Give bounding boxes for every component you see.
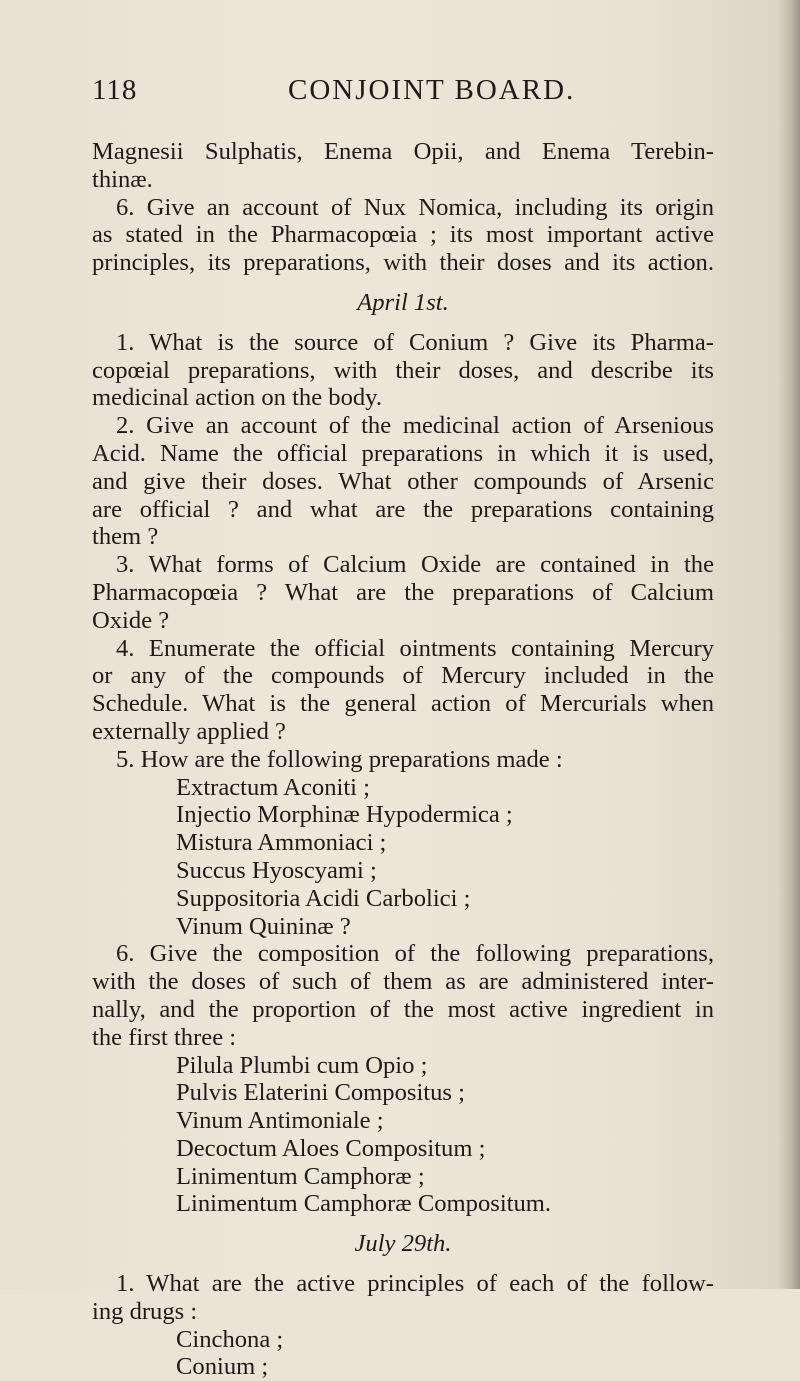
list-item: Vinum Antimoniale ;: [176, 1107, 384, 1135]
list-item: Decoctum Aloes Compositum ;: [176, 1134, 486, 1162]
text-line: Magnesii Sulphatis, Enema Opii, and Enema Terebin-: [92, 138, 714, 165]
question-line: 5. How are the following preparations made :: [116, 745, 563, 773]
list-item: Extractum Aconiti ;: [176, 773, 370, 801]
text-line: with the doses of such of them as are administered inter-: [92, 968, 714, 996]
question-line: 4. Enumerate the official ointments containing Mercury: [116, 634, 714, 662]
list-item: Linimentum Camphoræ Compositum.: [176, 1190, 552, 1218]
list-item: Conium ;: [176, 1353, 269, 1381]
page-number: 118: [92, 74, 138, 106]
list-item: Vinum Quininæ ?: [176, 912, 351, 940]
text-line: the first three :: [92, 1023, 237, 1051]
running-title: CONJOINT BOARD.: [288, 74, 576, 106]
question-line: 1. What is the source of Conium ? Give its Pharma-: [116, 328, 714, 356]
text-line: nally, and the proportion of the most active ingredient in: [92, 995, 714, 1023]
page-edge-shadow: [778, 0, 800, 1289]
text-line: ing drugs :: [92, 1297, 198, 1325]
text-line: are official ? and what are the preparations containing: [92, 495, 714, 523]
text-line: them ?: [92, 523, 159, 551]
list-item: Suppositoria Acidi Carbolici ;: [176, 884, 471, 912]
text-line: principles, its preparations, with their doses and its action.: [92, 249, 714, 277]
section-date: July 29th.: [354, 1230, 452, 1258]
question-line: 1. What are the active principles of each of the follow-: [116, 1270, 714, 1298]
text-line: externally applied ?: [92, 717, 286, 745]
list-item: Linimentum Camphoræ ;: [176, 1162, 425, 1190]
text-line: copœial preparations, with their doses, and describe its: [92, 356, 714, 384]
text-line: Pharmacopœia ? What are the preparations of Calcium: [92, 578, 714, 606]
list-item: Pilula Plumbi cum Opio ;: [176, 1051, 428, 1079]
running-head: [92, 74, 702, 114]
text-line: Acid. Name the official preparations in which it is used,: [92, 439, 714, 467]
text-line: medicinal action on the body.: [92, 384, 383, 412]
text-line: Schedule. What is the general action of Mercurials when: [92, 690, 714, 718]
list-item: Succus Hyoscyami ;: [176, 856, 377, 884]
question-line: 6. Give the composition of the following preparations,: [116, 940, 714, 968]
text-line: as stated in the Pharmacopœia ; its most important active: [92, 221, 714, 249]
text-line: and give their doses. What other compounds of Arsenic: [92, 467, 714, 495]
text-line: Oxide ?: [92, 606, 170, 634]
list-item: Cinchona ;: [176, 1325, 284, 1353]
section-date: April 1st.: [357, 288, 449, 316]
list-item: Injectio Morphinæ Hypodermica ;: [176, 801, 513, 829]
question-line: 3. What forms of Calcium Oxide are contained in the: [116, 551, 714, 579]
text-line: thinæ.: [92, 165, 153, 193]
question-line: 2. Give an account of the medicinal action of Arsenious: [116, 412, 714, 440]
question-line: 6. Give an account of Nux Nomica, including its origin: [116, 193, 714, 221]
list-item: Mistura Ammoniaci ;: [176, 829, 387, 857]
body-text: [92, 138, 714, 1381]
list-item: Pulvis Elaterini Compositus ;: [176, 1079, 465, 1107]
text-line: or any of the compounds of Mercury included in the: [92, 662, 714, 690]
